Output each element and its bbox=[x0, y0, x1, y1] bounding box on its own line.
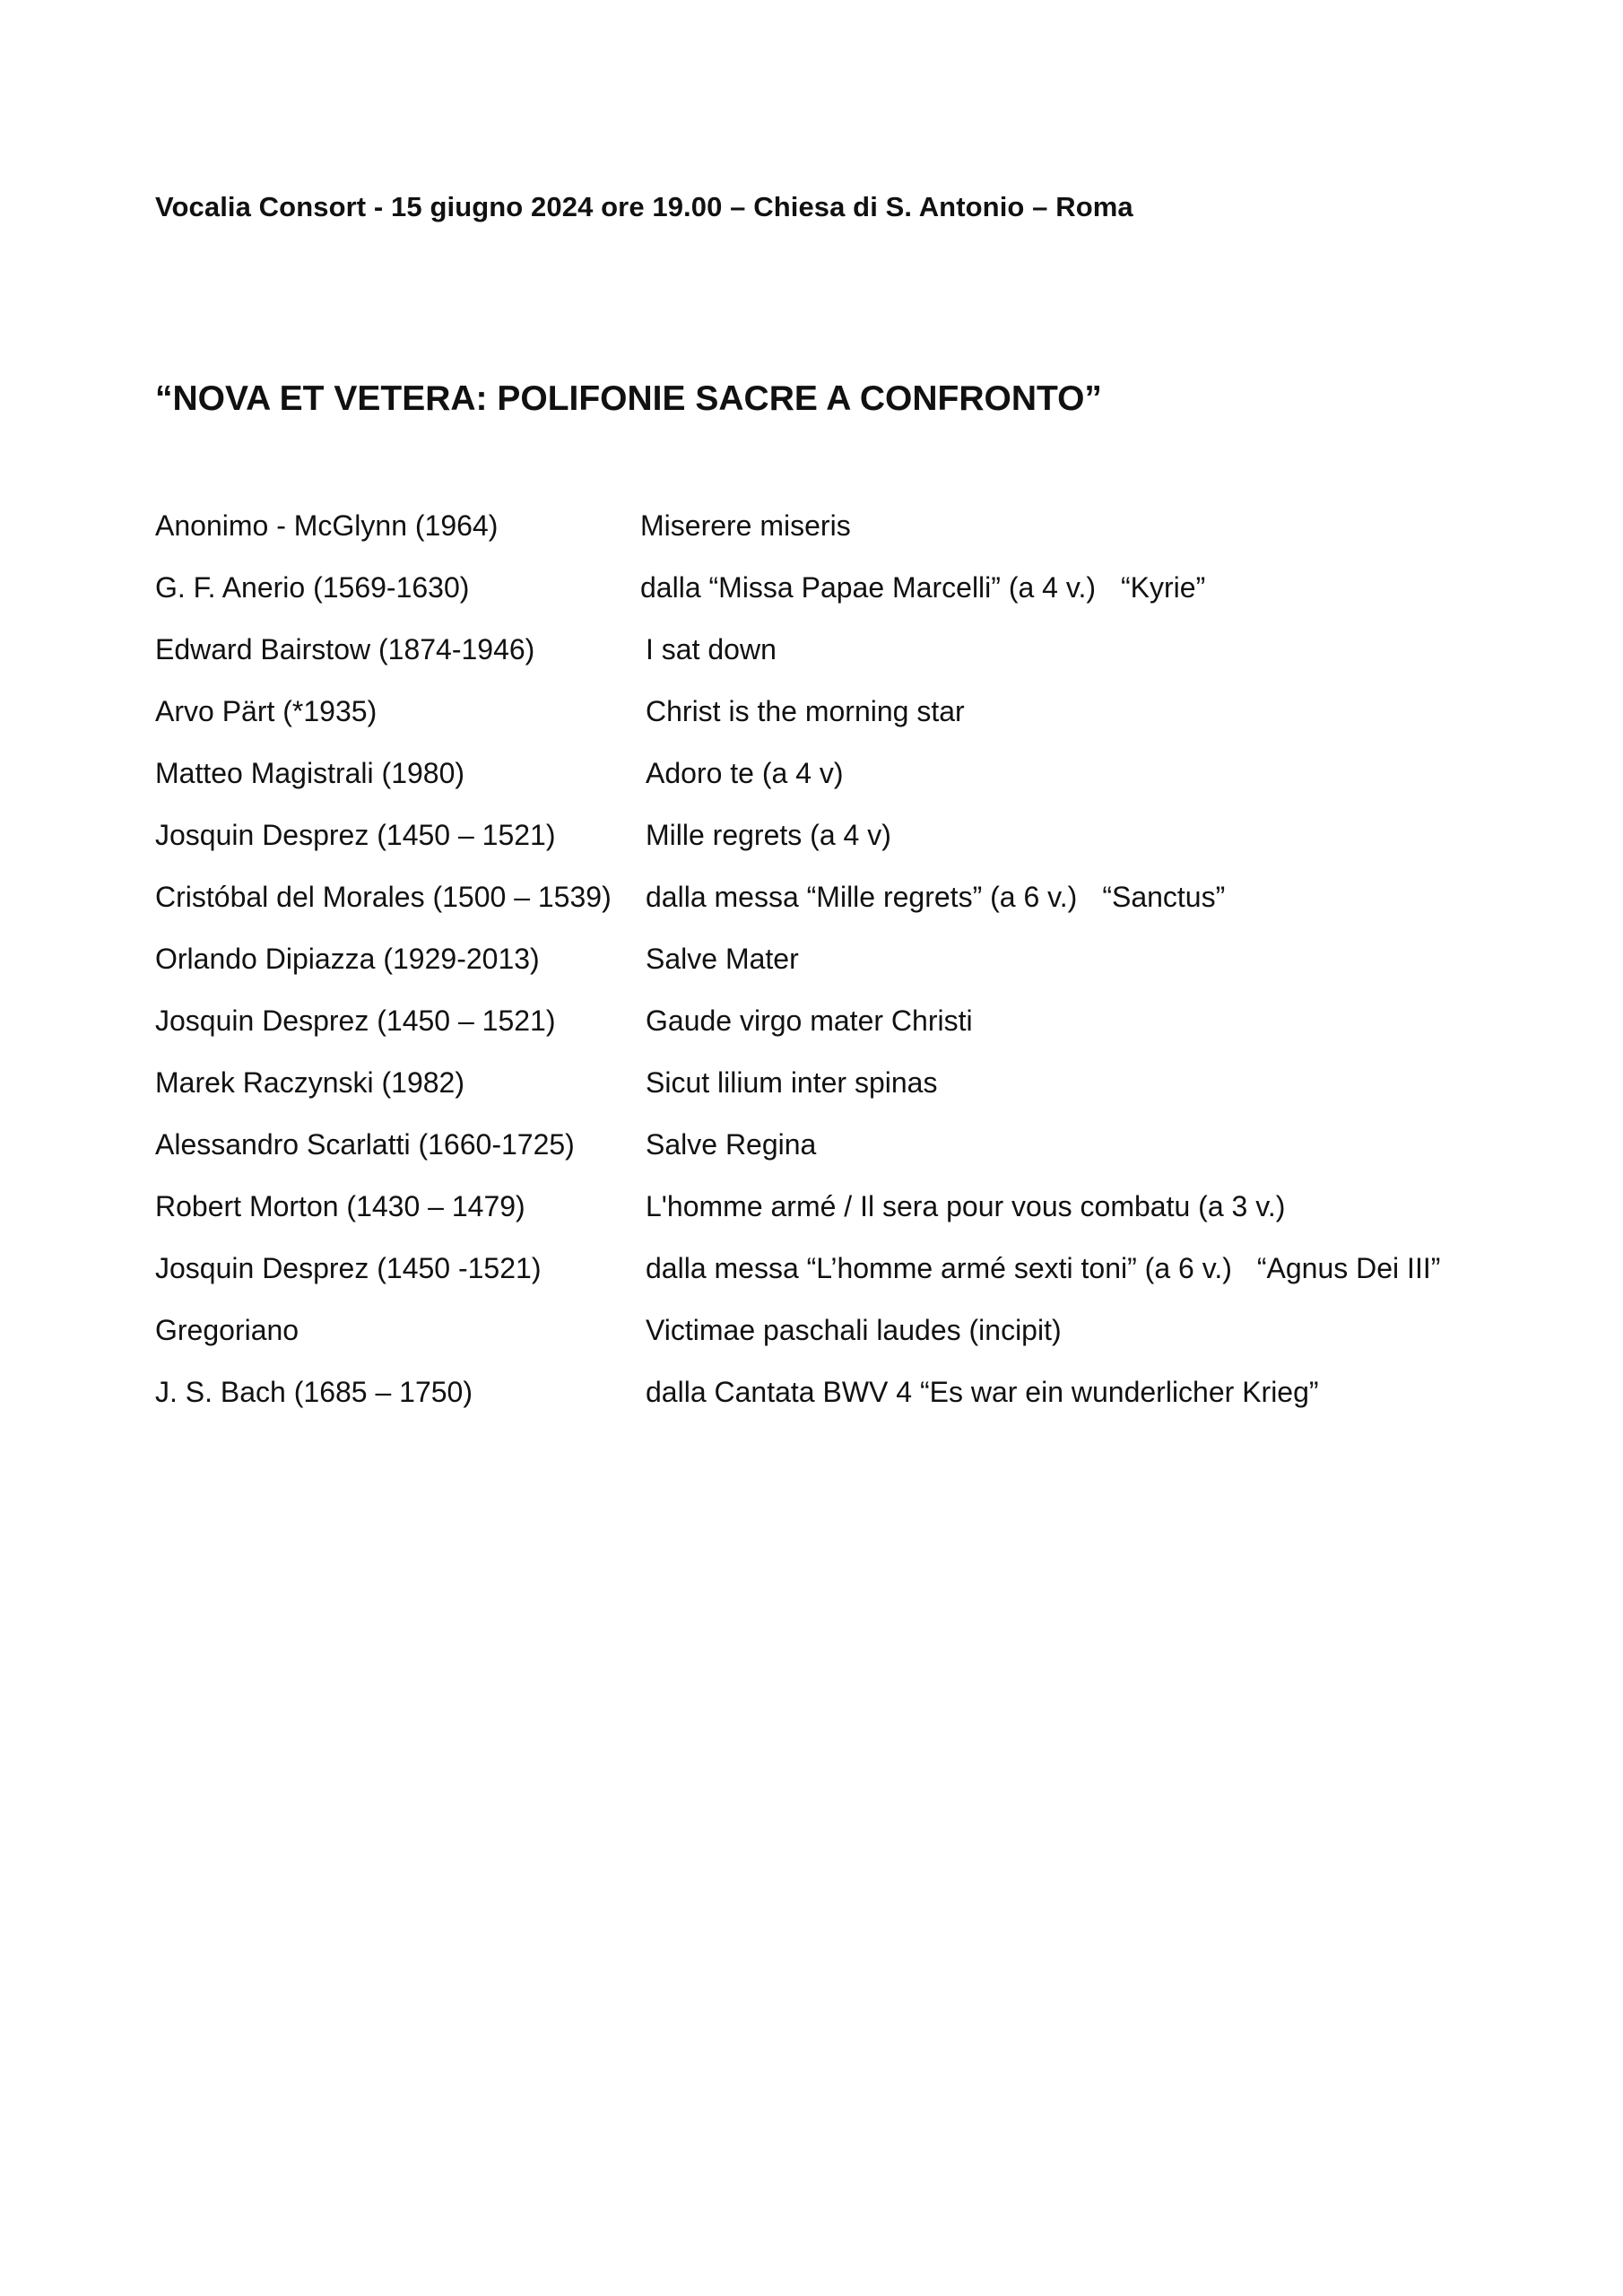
program-row bbox=[155, 1190, 1554, 1252]
program-row bbox=[155, 943, 1554, 1004]
composer-name: Edward Bairstow (1874-1946) bbox=[155, 633, 535, 665]
piece-title bbox=[646, 695, 965, 728]
movement-name: “Sanctus” bbox=[1102, 881, 1226, 913]
piece-name: Miserere miseris bbox=[640, 509, 851, 542]
piece-title bbox=[646, 819, 891, 852]
piece-title bbox=[646, 1190, 1285, 1223]
piece-name: I sat down bbox=[646, 633, 777, 665]
piece-name: dalla “Missa Papae Marcelli” (a 4 v.) bbox=[640, 571, 1097, 604]
piece-name: Adoro te (a 4 v) bbox=[646, 757, 844, 789]
composer-name: J. S. Bach (1685 – 1750) bbox=[155, 1376, 473, 1408]
program-title: “NOVA ET VETERA: POLIFONIE SACRE A CONFRONTO” bbox=[155, 379, 1102, 418]
piece-name: dalla messa “L’homme armé sexti toni” (a 6 v.) bbox=[646, 1252, 1232, 1284]
movement-name: “Agnus Dei III” bbox=[1256, 1252, 1441, 1284]
piece-name: Salve Regina bbox=[646, 1128, 817, 1161]
piece-name: Salve Mater bbox=[646, 943, 799, 975]
composer-name: Cristóbal del Morales (1500 – 1539) bbox=[155, 881, 612, 913]
composer-name: Marek Raczynski (1982) bbox=[155, 1066, 464, 1099]
piece-name: dalla messa “Mille regrets” (a 6 v.) bbox=[646, 881, 1078, 913]
program-row bbox=[155, 1066, 1554, 1128]
piece-name: Gaude virgo mater Christi bbox=[646, 1004, 973, 1037]
piece-title bbox=[646, 881, 1225, 914]
concert-info-line: Vocalia Consort - 15 giugno 2024 ore 19.00 – Chiesa di S. Antonio – Roma bbox=[155, 191, 1133, 222]
piece-title bbox=[646, 1004, 973, 1038]
program-row bbox=[155, 819, 1554, 881]
piece-title bbox=[646, 1376, 1319, 1409]
movement-name: “Kyrie” bbox=[1121, 571, 1206, 604]
program-row bbox=[155, 695, 1554, 757]
program-row bbox=[155, 1004, 1554, 1066]
composer-name: Josquin Desprez (1450 – 1521) bbox=[155, 1004, 556, 1037]
composer-name: Anonimo - McGlynn (1964) bbox=[155, 509, 499, 542]
piece-title bbox=[646, 1252, 1440, 1285]
piece-title bbox=[646, 633, 777, 666]
composer-name: Josquin Desprez (1450 -1521) bbox=[155, 1252, 542, 1284]
piece-title bbox=[646, 1128, 816, 1161]
piece-name: Sicut lilium inter spinas bbox=[646, 1066, 938, 1099]
program-row bbox=[155, 1252, 1554, 1314]
composer-name: Orlando Dipiazza (1929-2013) bbox=[155, 943, 540, 975]
piece-title bbox=[646, 1314, 1062, 1347]
composer-name: Robert Morton (1430 – 1479) bbox=[155, 1190, 525, 1222]
program-row bbox=[155, 1314, 1554, 1376]
composer-name: Matteo Magistrali (1980) bbox=[155, 757, 465, 789]
piece-name: dalla Cantata BWV 4 “Es war ein wunderlicher Krieg” bbox=[646, 1376, 1319, 1408]
composer-name: Gregoriano bbox=[155, 1314, 299, 1346]
composer-name: G. F. Anerio (1569-1630) bbox=[155, 571, 470, 604]
piece-title bbox=[646, 943, 799, 976]
piece-name: Christ is the morning star bbox=[646, 695, 965, 727]
program-row bbox=[155, 1128, 1554, 1190]
program-list bbox=[155, 509, 1554, 1438]
piece-title bbox=[640, 509, 851, 543]
program-row bbox=[155, 757, 1554, 819]
composer-name: Josquin Desprez (1450 – 1521) bbox=[155, 819, 556, 851]
piece-title bbox=[640, 571, 1205, 604]
piece-title bbox=[646, 1066, 937, 1100]
program-row bbox=[155, 633, 1554, 695]
piece-name: Victimae paschali laudes (incipit) bbox=[646, 1314, 1062, 1346]
piece-name: L'homme armé / Il sera pour vous combatu (a 3 v.) bbox=[646, 1190, 1286, 1222]
program-row bbox=[155, 881, 1554, 943]
program-row bbox=[155, 571, 1554, 633]
piece-title bbox=[646, 757, 844, 790]
piece-name: Mille regrets (a 4 v) bbox=[646, 819, 891, 851]
composer-name: Alessandro Scarlatti (1660-1725) bbox=[155, 1128, 575, 1161]
program-row bbox=[155, 509, 1554, 571]
program-row bbox=[155, 1376, 1554, 1438]
composer-name: Arvo Pärt (*1935) bbox=[155, 695, 378, 727]
